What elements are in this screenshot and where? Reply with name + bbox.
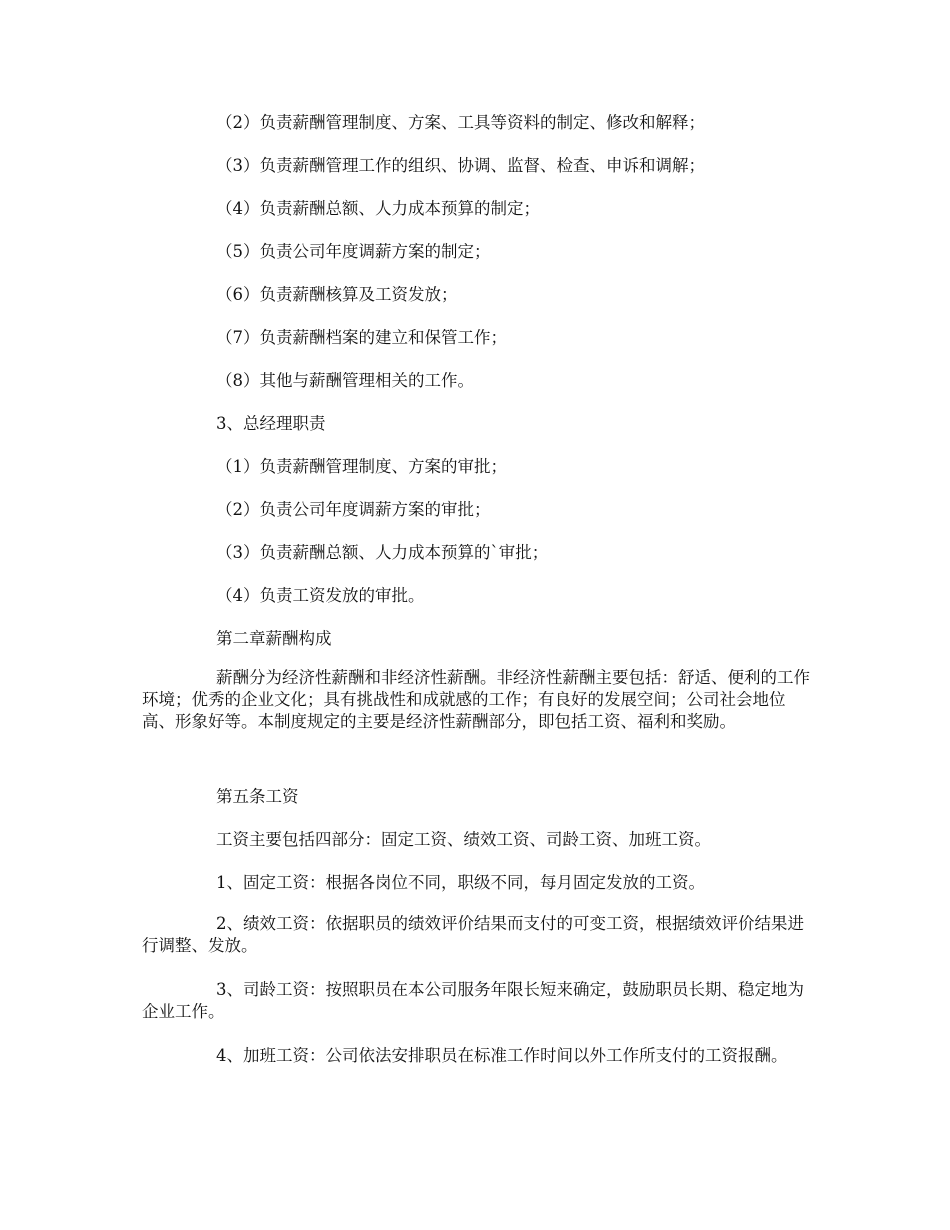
paragraph-fixed-wage: 1、固定工资：根据各岗位不同，职级不同，每月固定发放的工资。 (216, 873, 705, 892)
paragraph-duty-7: （7）负责薪酬档案的建立和保管工作； (216, 328, 507, 347)
paragraph-compensation-definition: 薪酬分为经济性薪酬和非经济性薪酬。非经济性薪酬主要包括：舒适、便利的工作环境；优秀的企业文化；具有挑战性和成就感的工作；有良好的发展空间；公司社会地位高、形象好等。本制度规定的主要是经济性薪酬部分，即包括工资、福利和奖励。 (142, 668, 810, 731)
paragraph-gm-duty-3: （3）负责薪酬总额、人力成本预算的`审批； (216, 543, 549, 562)
paragraph-wage-components: 工资主要包括四部分：固定工资、绩效工资、司龄工资、加班工资。 (216, 830, 711, 849)
paragraph-duty-8: （8）其他与薪酬管理相关的工作。 (216, 371, 474, 390)
paragraph-overtime-wage: 4、加班工资：公司依法安排职员在标准工作时间以外工作所支付的工资报酬。 (216, 1046, 788, 1065)
chapter-heading-compensation: 第二章薪酬构成 (216, 629, 332, 648)
article-heading-wages: 第五条工资 (216, 787, 299, 806)
paragraph-gm-duty-4: （4）负责工资发放的审批。 (216, 586, 425, 605)
paragraph-duty-3: （3）负责薪酬管理工作的组织、协调、监督、检查、申诉和调解； (216, 156, 705, 175)
paragraph-gm-duty-2: （2）负责公司年度调薪方案的审批； (216, 500, 491, 519)
paragraph-duty-5: （5）负责公司年度调薪方案的制定； (216, 242, 491, 261)
paragraph-duty-2: （2）负责薪酬管理制度、方案、工具等资料的制定、修改和解释； (216, 113, 705, 132)
paragraph-seniority-wage: 3、司龄工资：按照职员在本公司服务年限长短来确定，鼓励职员长期、稳定地为企业工作。 (142, 980, 804, 1021)
paragraph-performance-wage: 2、绩效工资：依据职员的绩效评价结果而支付的可变工资，根据绩效评价结果进行调整、发放。 (142, 914, 804, 955)
section-heading-gm-duties: 3、总经理职责 (216, 414, 326, 433)
paragraph-duty-4: （4）负责薪酬总额、人力成本预算的制定； (216, 199, 540, 218)
paragraph-gm-duty-1: （1）负责薪酬管理制度、方案的审批； (216, 457, 507, 476)
paragraph-duty-6: （6）负责薪酬核算及工资发放； (216, 285, 458, 304)
